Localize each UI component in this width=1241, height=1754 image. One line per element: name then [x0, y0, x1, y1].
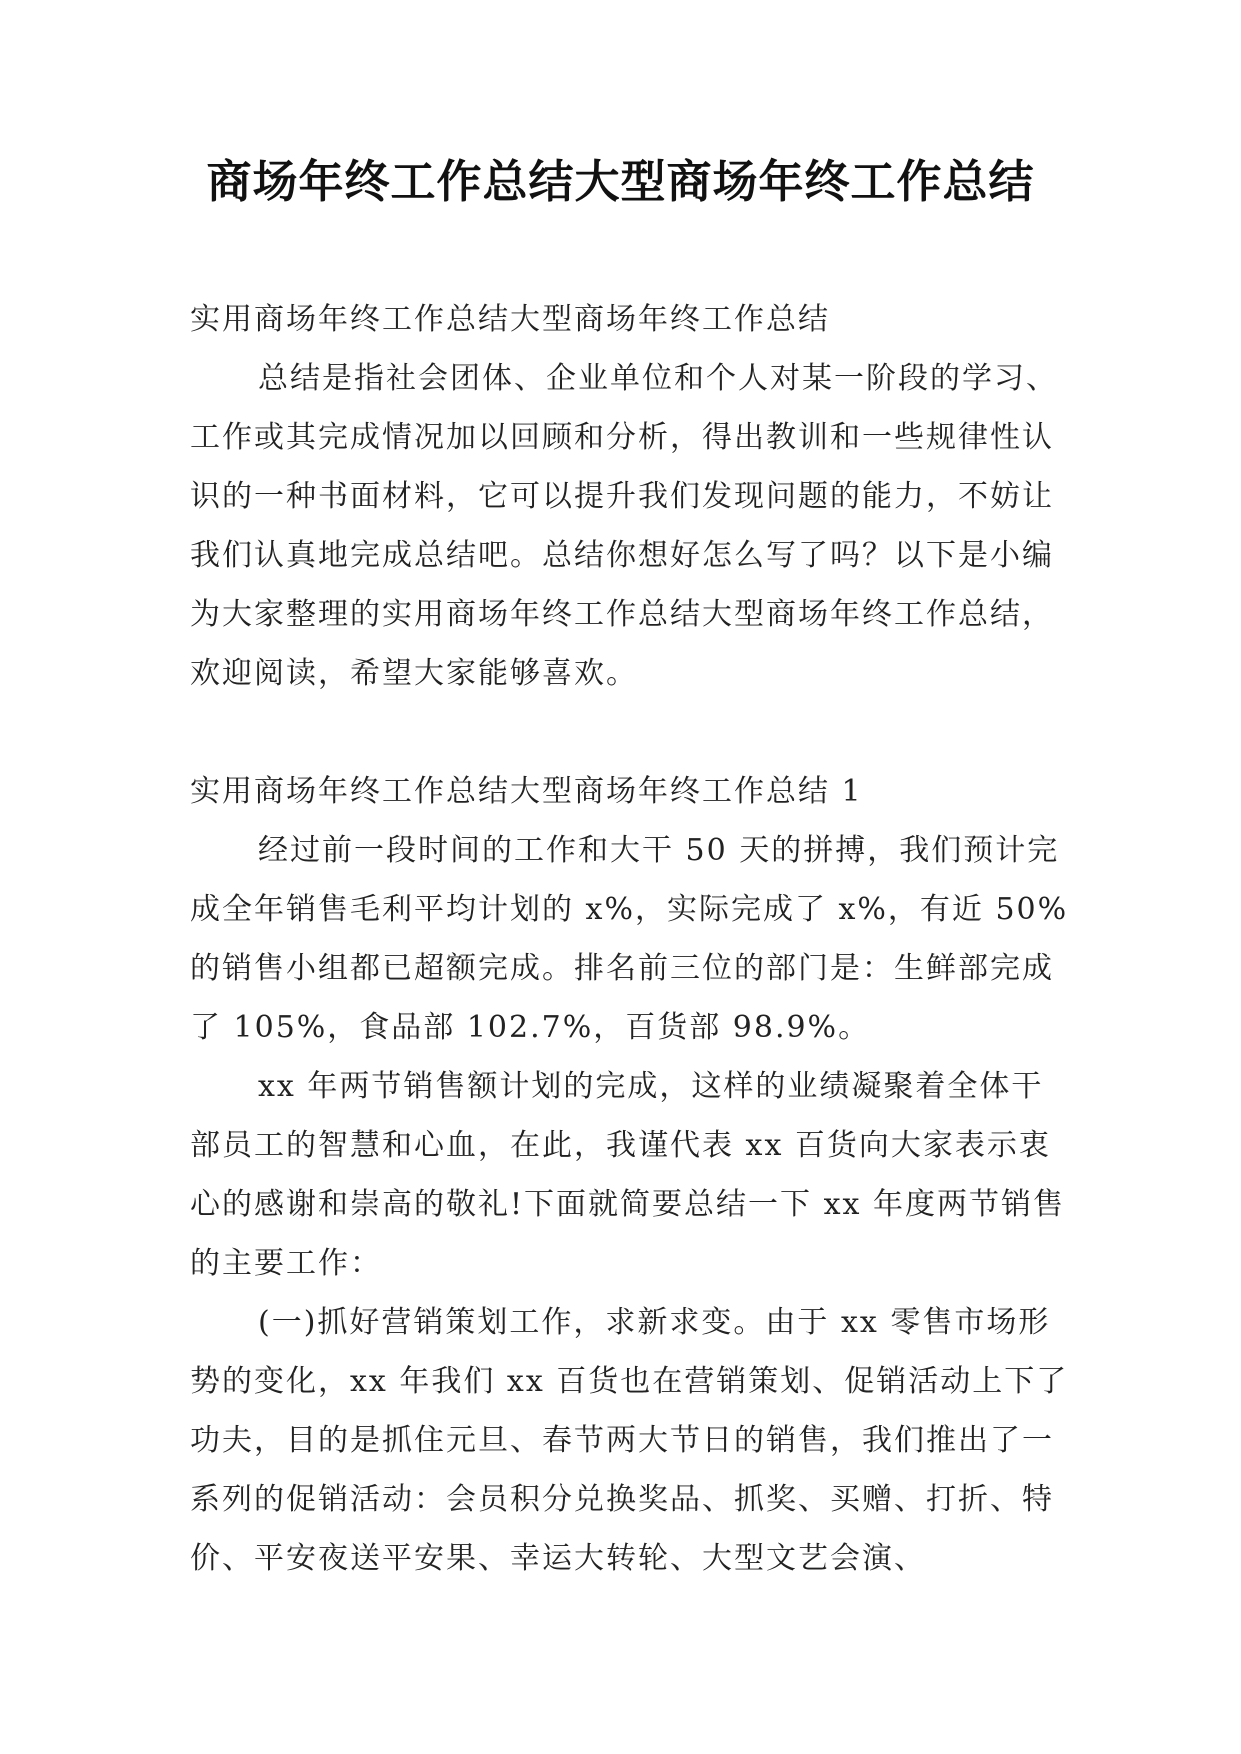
section1-paragraph-1: 经过前一段时间的工作和大干 50 天的拼搏，我们预计完成全年销售毛利平均计划的 x%，实际完成了 x%，有近 50%的销售小组都已超额完成。排名前三位的部门是：生鲜部完成了 105%，食品部 102.7%，百货部 98.9%。: [190, 833, 1069, 1045]
section-spacer: [190, 703, 1070, 762]
document-body: [190, 290, 1070, 1588]
intro-paragraph: 总结是指社会团体、企业单位和个人对某一阶段的学习、工作或其完成情况加以回顾和分析，得出教训和一些规律性认识的一种书面材料，它可以提升我们发现问题的能力，不妨让我们认真地完成总结吧。总结你想好怎么写了吗？以下是小编为大家整理的实用商场年终工作总结大型商场年终工作总结，欢迎阅读，希望大家能够喜欢。: [190, 361, 1058, 691]
section1-paragraph-3: (一)抓好营销策划工作，求新求变。由于 xx 零售市场形势的变化，xx 年我们 xx 百货也在营销策划、促销活动上下了功夫，目的是抓住元旦、春节两大节日的销售，我们推出了一系列的促销活动：会员积分兑换奖品、抓奖、买赠、打折、特价、平安夜送平安果、幸运大转轮、大型文艺会演、: [190, 1305, 1069, 1576]
section1-heading: 实用商场年终工作总结大型商场年终工作总结 1: [190, 774, 863, 809]
document-title: 商场年终工作总结大型商场年终工作总结: [206, 155, 1035, 208]
intro-heading: 实用商场年终工作总结大型商场年终工作总结: [190, 302, 830, 337]
section1-paragraph-2: xx 年两节销售额计划的完成，这样的业绩凝聚着全体干部员工的智慧和心血，在此，我谨代表 xx 百货向大家表示衷心的感谢和崇高的敬礼!下面就简要总结一下 xx 年度两节销售的主要工作：: [190, 1069, 1065, 1281]
